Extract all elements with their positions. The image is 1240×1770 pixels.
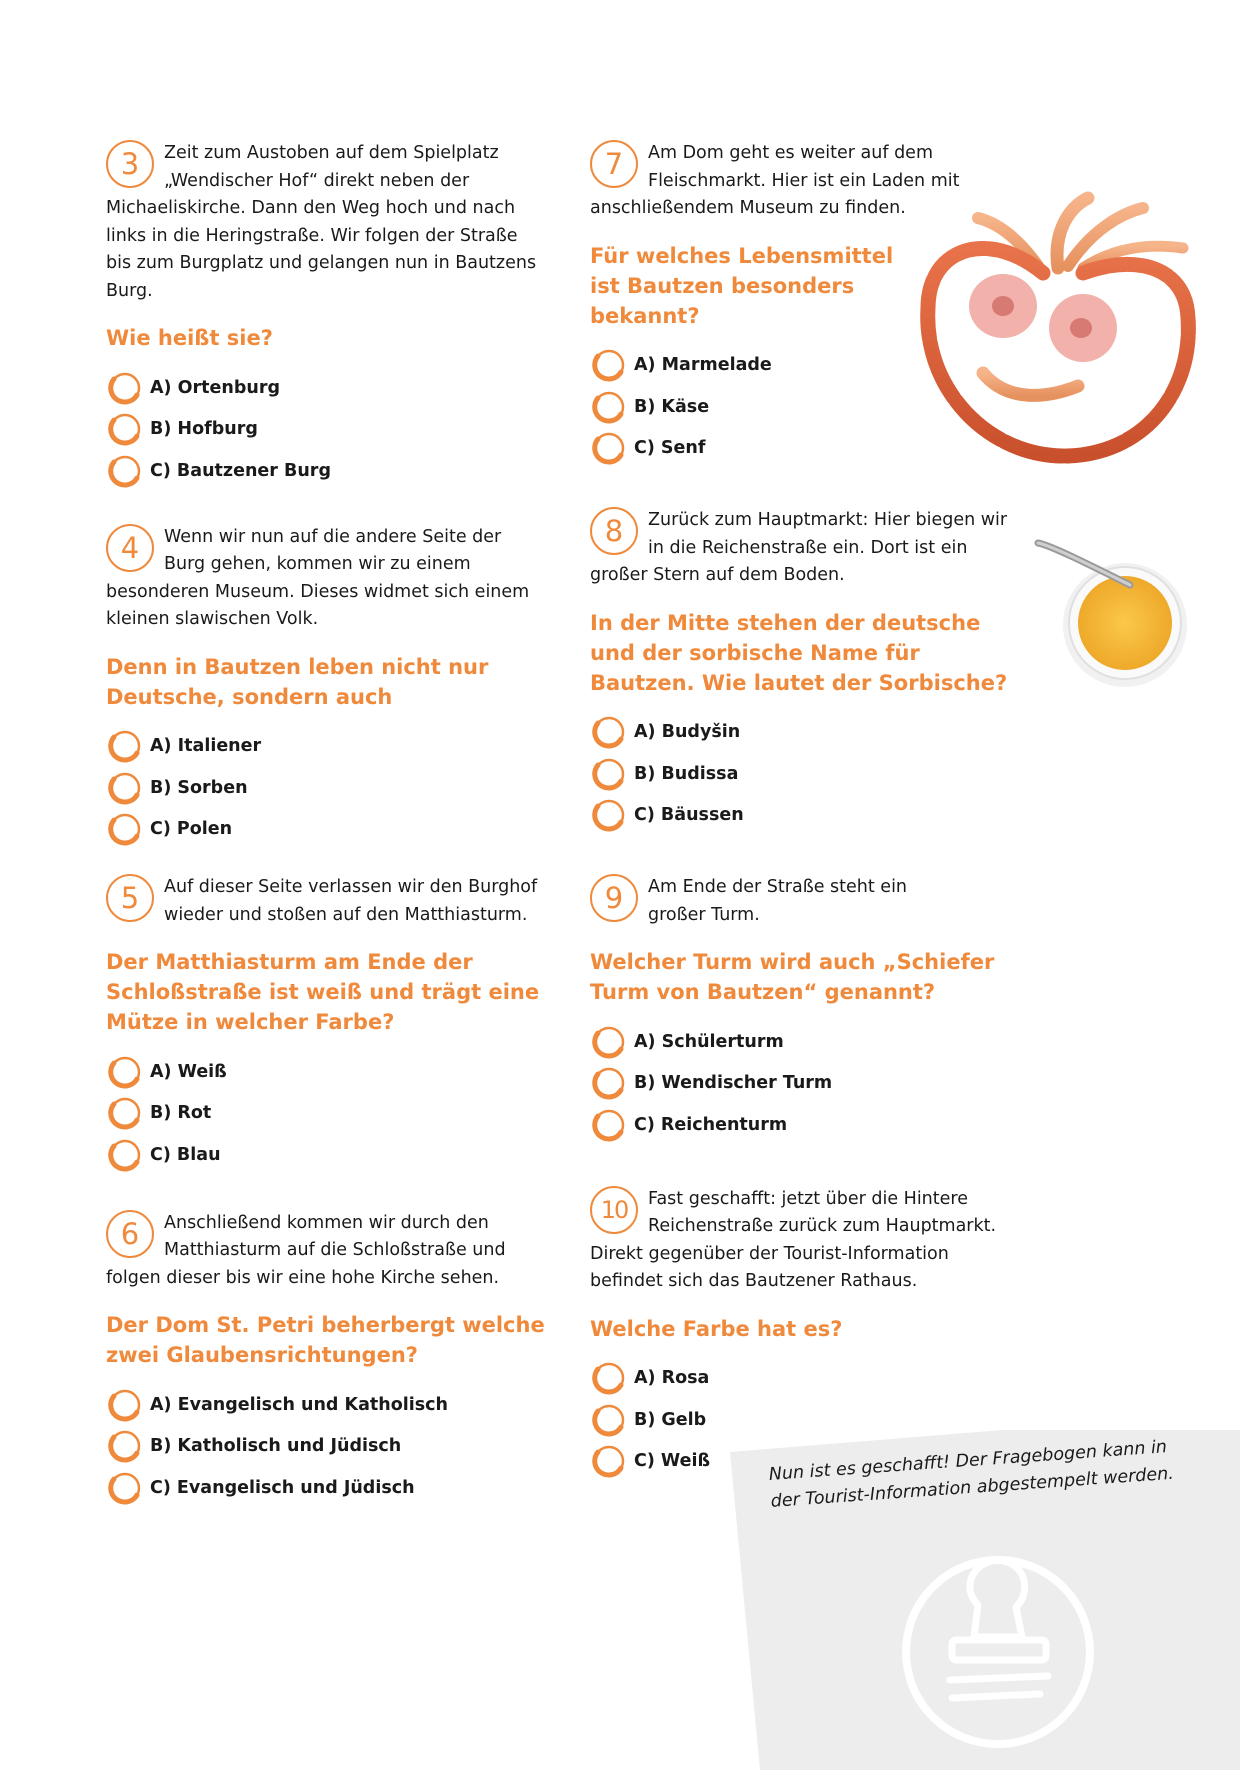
radio-circle-icon[interactable] xyxy=(106,810,144,848)
option-label: C) Reichenturm xyxy=(634,1114,788,1135)
step-number-badge: 3 xyxy=(106,140,154,188)
step-intro: Am Ende der Straße steht ein großer Turm. xyxy=(648,877,908,925)
step-8 xyxy=(590,507,1030,836)
step-intro: Wenn wir nun auf die andere Seite der Burg gehen, kommen wir zu einem besonderen Museum. Dieses widmet sich einem kleinen slawischen Volk. xyxy=(106,526,530,629)
option-label: B) Käse xyxy=(634,396,710,417)
question-heading: Der Dom St. Petri beherbergt welche zwei Glaubensrichtungen? xyxy=(106,1313,545,1367)
answer-option[interactable] xyxy=(106,450,546,492)
radio-circle-icon[interactable] xyxy=(590,1359,628,1397)
option-label: C) Evangelisch und Jüdisch xyxy=(150,1477,415,1498)
answer-option[interactable] xyxy=(106,1426,546,1468)
option-label: C) Polen xyxy=(150,819,233,840)
question-heading: Denn in Bautzen leben nicht nur Deutsche, sondern auch xyxy=(106,654,489,709)
radio-circle-icon[interactable] xyxy=(590,755,628,793)
radio-circle-icon[interactable] xyxy=(106,410,144,448)
option-label: A) Rosa xyxy=(634,1368,710,1389)
option-label: A) Schülerturm xyxy=(634,1031,784,1052)
answer-option[interactable] xyxy=(106,1384,546,1426)
option-label: A) Budyšin xyxy=(634,722,741,743)
radio-circle-icon[interactable] xyxy=(590,1401,628,1439)
answer-option[interactable] xyxy=(106,809,546,851)
answer-options xyxy=(106,353,546,492)
answer-option[interactable] xyxy=(590,712,1030,754)
option-label: B) Rot xyxy=(150,1103,212,1124)
radio-circle-icon[interactable] xyxy=(106,1427,144,1465)
step-intro: Fast geschafft: jetzt über die Hintere Reichenstraße zurück zum Hauptmarkt. Direkt gegenüber der Tourist-Information befindet sich das Bautzener Rathaus. xyxy=(590,1188,997,1291)
step-intro: Auf dieser Seite verlassen wir den Burghof wieder und stoßen auf den Matthiasturm. xyxy=(164,877,538,925)
mustard-jar-illustration xyxy=(1030,525,1210,705)
answer-options xyxy=(590,698,1030,837)
radio-circle-icon[interactable] xyxy=(590,1106,628,1144)
radio-circle-icon[interactable] xyxy=(590,346,628,384)
answer-option[interactable] xyxy=(106,1093,546,1135)
question-heading: In der Mitte stehen der deutsche und der sorbische Name für Bautzen. Wie lautet der Sorbische? xyxy=(590,610,1008,695)
step-9 xyxy=(590,874,1030,1146)
radio-circle-icon[interactable] xyxy=(590,1064,628,1102)
question-heading: Der Matthiasturm am Ende der Schloßstraße ist weiß und trägt eine Mütze in welcher Farbe? xyxy=(106,950,540,1034)
answer-option[interactable] xyxy=(590,1104,1030,1146)
sausage-face-illustration xyxy=(918,188,1208,498)
option-label: B) Sorben xyxy=(150,777,248,798)
answer-options xyxy=(106,1037,546,1176)
answer-option[interactable] xyxy=(590,1063,1030,1105)
radio-circle-icon[interactable] xyxy=(590,713,628,751)
radio-circle-icon[interactable] xyxy=(106,1094,144,1132)
step-number-badge: 9 xyxy=(590,874,638,922)
step-5 xyxy=(106,874,546,1176)
question-heading: Für welches Lebensmittel ist Bautzen besonders bekannt? xyxy=(590,243,894,328)
answer-option[interactable] xyxy=(106,1467,546,1509)
step-6 xyxy=(106,1210,546,1509)
step-number-badge: 10 xyxy=(590,1186,638,1234)
radio-circle-icon[interactable] xyxy=(590,1023,628,1061)
step-number-badge: 6 xyxy=(106,1210,154,1258)
radio-circle-icon[interactable] xyxy=(590,1442,628,1480)
step-number-badge: 4 xyxy=(106,524,154,572)
step-3 xyxy=(106,140,546,492)
answer-option[interactable] xyxy=(106,409,546,451)
finish-note: Nun ist es geschafft! Der Fragebogen kann in der Tourist-Information abgestempelt werden. xyxy=(768,1437,1175,1512)
radio-circle-icon[interactable] xyxy=(106,769,144,807)
step-4 xyxy=(106,524,546,851)
left-column xyxy=(106,140,546,1509)
step-number-badge: 7 xyxy=(590,140,638,188)
radio-circle-icon[interactable] xyxy=(590,429,628,467)
radio-circle-icon[interactable] xyxy=(106,369,144,407)
answer-options xyxy=(106,1370,546,1509)
option-label: C) Bäussen xyxy=(634,805,744,826)
radio-circle-icon[interactable] xyxy=(106,1136,144,1174)
option-label: C) Weiß xyxy=(634,1451,711,1472)
option-label: B) Hofburg xyxy=(150,419,258,440)
radio-circle-icon[interactable] xyxy=(106,1053,144,1091)
question-heading: Welcher Turm wird auch „Schiefer Turm von Bautzen“ genannt? xyxy=(590,950,995,1004)
answer-option[interactable] xyxy=(590,795,1030,837)
option-label: A) Evangelisch und Katholisch xyxy=(150,1394,448,1415)
step-intro: Zeit zum Austoben auf dem Spielplatz „Wendischer Hof“ direkt neben der Michaeliskirche. Dann den Weg hoch und nach links in die Heringstraße. Wir folgen der Straße bis zum Burgplatz und gelangen nun in Bautzens Burg. xyxy=(106,143,537,301)
option-label: C) Bautzener Burg xyxy=(150,460,331,481)
radio-circle-icon[interactable] xyxy=(106,452,144,490)
answer-option[interactable] xyxy=(590,1021,1030,1063)
answer-option[interactable] xyxy=(106,1051,546,1093)
step-intro: Am Dom geht es weiter auf dem Fleischmarkt. Hier ist ein Laden mit anschließendem Museum zu finden. xyxy=(590,143,960,218)
step-number-badge: 8 xyxy=(590,507,638,555)
question-heading: Welche Farbe hat es? xyxy=(590,1316,843,1341)
answer-options xyxy=(590,1007,1030,1146)
option-label: C) Blau xyxy=(150,1144,221,1165)
radio-circle-icon[interactable] xyxy=(106,727,144,765)
answer-option[interactable] xyxy=(590,1358,1030,1400)
option-label: A) Ortenburg xyxy=(150,377,280,398)
radio-circle-icon[interactable] xyxy=(590,796,628,834)
option-label: A) Italiener xyxy=(150,736,262,757)
step-number-badge: 5 xyxy=(106,874,154,922)
radio-circle-icon[interactable] xyxy=(590,388,628,426)
option-label: B) Katholisch und Jüdisch xyxy=(150,1436,402,1457)
option-label: B) Budissa xyxy=(634,763,739,784)
answer-option[interactable] xyxy=(106,367,546,409)
option-label: A) Marmelade xyxy=(634,355,772,376)
option-label: B) Gelb xyxy=(634,1409,707,1430)
answer-option[interactable] xyxy=(106,1134,546,1176)
option-label: B) Wendischer Turm xyxy=(634,1073,833,1094)
question-heading: Wie heißt sie? xyxy=(106,326,273,350)
option-label: C) Senf xyxy=(634,438,706,459)
option-label: A) Weiß xyxy=(150,1061,227,1082)
step-intro: Zurück zum Hauptmarkt: Hier biegen wir in die Reichenstraße ein. Dort ist ein großer Stern auf dem Boden. xyxy=(590,510,1008,585)
answer-options xyxy=(106,712,546,851)
answer-option[interactable] xyxy=(106,726,546,768)
answer-option[interactable] xyxy=(106,767,546,809)
radio-circle-icon[interactable] xyxy=(106,1386,144,1424)
step-intro: Anschließend kommen wir durch den Matthiasturm auf die Schloßstraße und folgen dieser bis wir eine hohe Kirche sehen. xyxy=(106,1212,506,1288)
radio-circle-icon[interactable] xyxy=(106,1469,144,1507)
answer-option[interactable] xyxy=(590,753,1030,795)
